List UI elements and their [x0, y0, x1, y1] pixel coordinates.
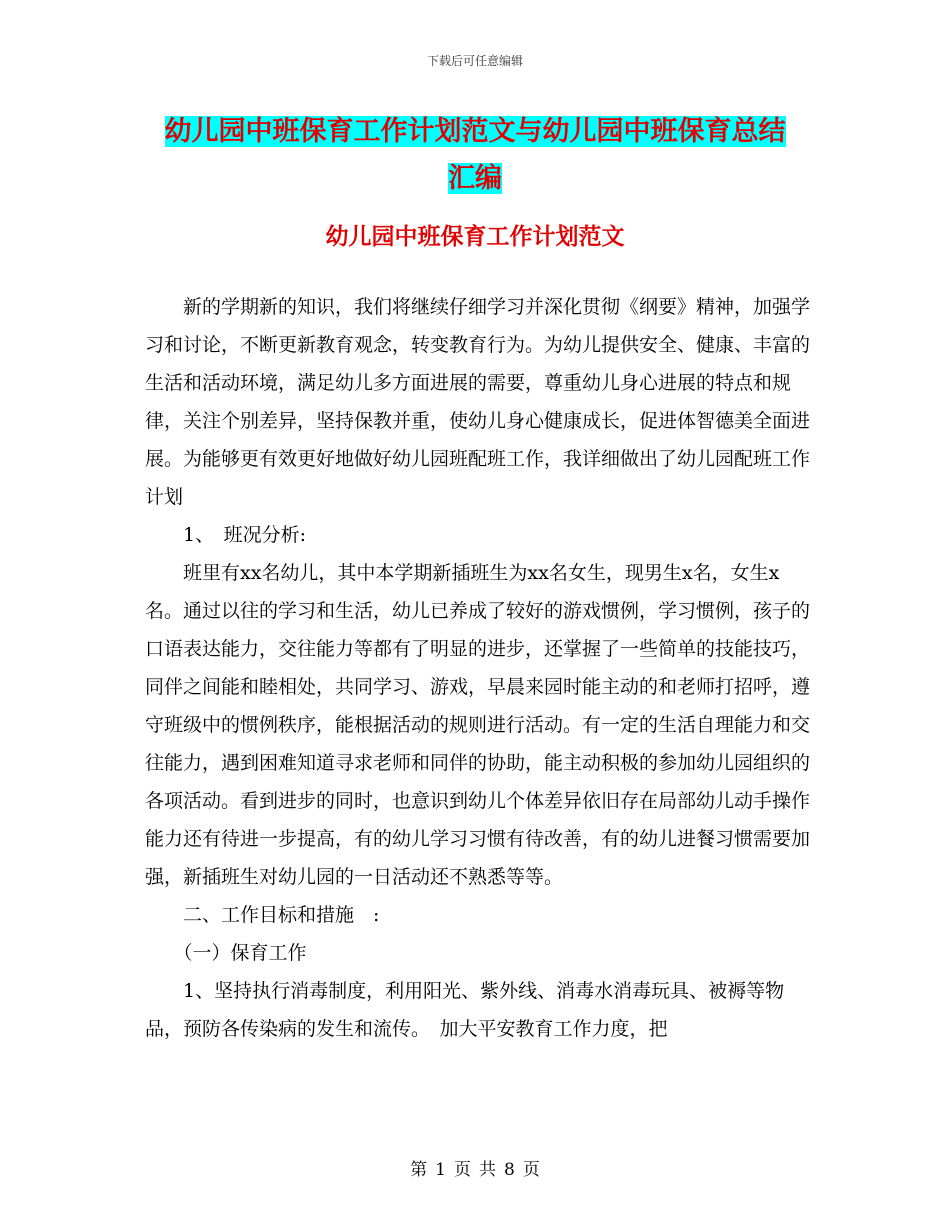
footer-total-label: 共: [479, 1160, 496, 1180]
paragraph-class-analysis: 班里有xx名幼儿，其中本学期新插班生为xx名女生，现男生x名，女生x 名。通过以往的学习和生活，幼儿已养成了较好的游戏惯例，学习惯例，孩子的口语表达能力，交往能力等都有了明显的进步，还掌握了一些简单的技能技巧，同伴之间能和睦相处，共同学习、游戏，早晨来园时能主动的和老师打招呼，遵守班级中的惯例秩序，能根据活动的规则进行活动。有一定的生活自理能力和交往能力，遇到困难知道寻求老师和同伴的协助，能主动积极的参加幼儿园组织的各项活动。看到进步的同时，也意识到幼儿个体差异依旧存在局部幼儿动手操作能力还有待进一步提高，有的幼儿学习习惯有待改善，有的幼儿进餐习惯需要加强，新插班生对幼儿园的一日活动还不熟悉等等。: [145, 562, 811, 888]
title-line-2: 汇编: [448, 163, 502, 194]
paragraph-care-1: 1、坚持执行消毒制度，利用阳光、紫外线、消毒水消毒玩具、被褥等物品，预防各传染病的发生和流传。 加大平安教育工作力度，把: [145, 980, 785, 1040]
section-title: 幼儿园中班保育工作计划范文: [325, 224, 625, 250]
paragraph-heading-care: （一）保育工作: [173, 942, 307, 964]
footer-page-number: 1: [435, 1160, 446, 1180]
paragraph-intro: 新的学期新的知识，我们将继续仔细学习并深化贯彻《纲要》精神，加强学习和讨论，不断更新教育观念，转变教育行为。为幼儿提供安全、健康、丰富的生活和活动环境，满足幼儿多方面进展的需要，尊重幼儿身心进展的特点和规律，关注个别差异，坚持保教并重，使幼儿身心健康成长，促进体智德美全面进展。为能够更有效更好地做好幼儿园班配班工作，我详细做出了幼儿园配班工作计划: [145, 296, 811, 508]
footer-page-label: 第: [410, 1160, 428, 1180]
title-line-1: 幼儿园中班保育工作计划范文与幼儿园中班保育总结: [164, 116, 786, 147]
footer-total-number: 8: [504, 1160, 515, 1180]
body-text: [145, 288, 810, 1048]
paragraph-heading-goals: 二、工作目标和措施 :: [183, 904, 380, 926]
paragraph-heading-class-analysis: 1、 班况分析:: [183, 524, 306, 546]
page-footer: [0, 1155, 950, 1180]
document-title: [0, 108, 950, 202]
footer-page-unit: 页: [454, 1160, 471, 1180]
footer-total-unit: 页: [522, 1160, 540, 1180]
page-header-note: 下载后可任意编辑: [426, 54, 523, 68]
